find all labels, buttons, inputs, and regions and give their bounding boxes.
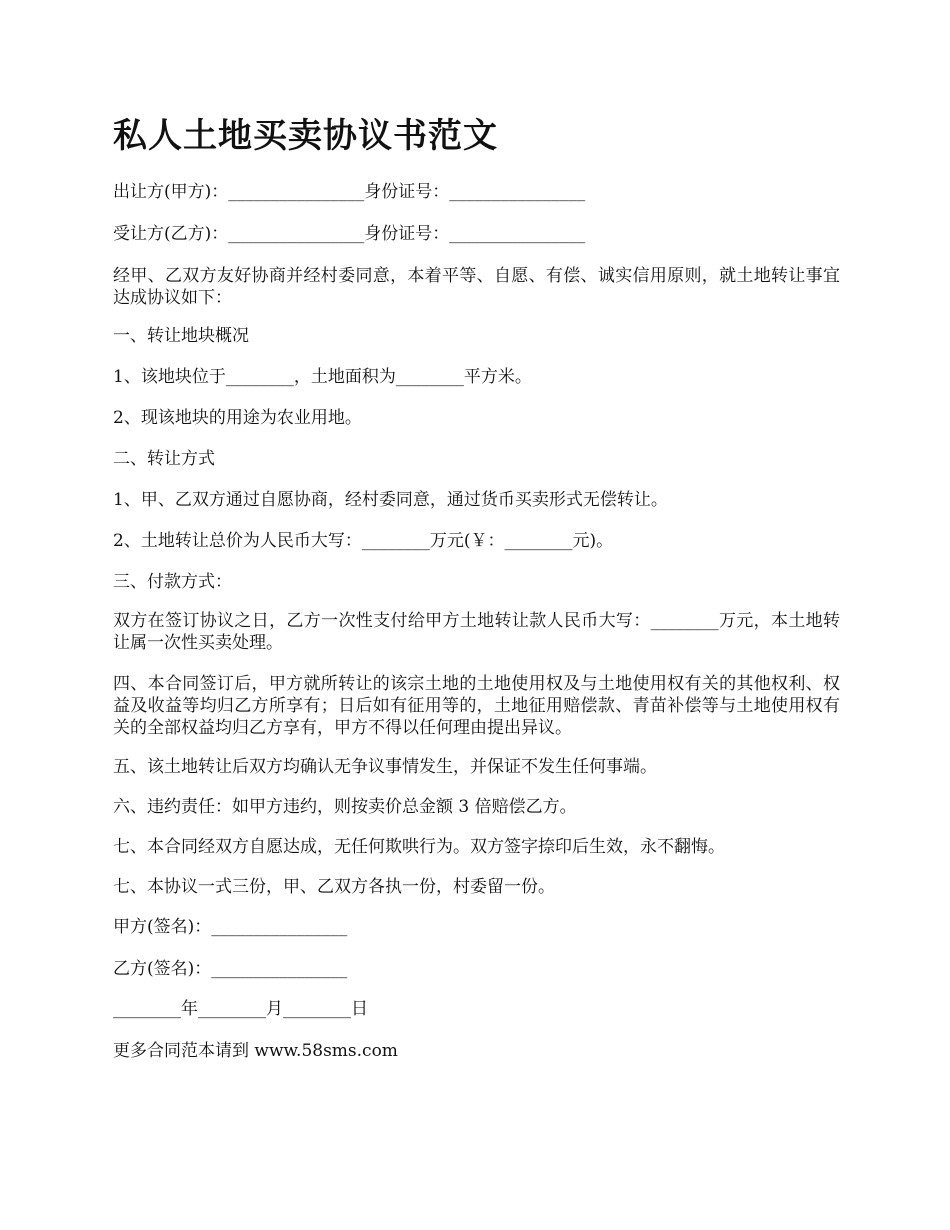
party-b-line: 受让方(乙方)：________________身份证号：________________ (113, 224, 586, 244)
intro-paragraph: 经甲、乙双方友好协商并经村委同意，本着平等、自愿、有偿、诚实信用原则，就土地转让事宜达成协议如下： (113, 266, 840, 308)
signing-date: ________年________月________日 (113, 999, 368, 1019)
clause-2-2: 2、土地转让总价为人民币大写：________万元(￥：________元)。 (113, 531, 614, 551)
clause-1-2: 2、现该地块的用途为农业用地。 (113, 408, 362, 428)
footer-link-text: 更多合同范本请到 www.58sms.com (113, 1041, 398, 1061)
section-7b-paragraph: 七、本协议一式三份，甲、乙双方各执一份，村委留一份。 (113, 877, 555, 897)
party-a-signature: 甲方(签名)：________________ (113, 917, 348, 937)
section-heading-1: 一、转让地块概况 (113, 326, 249, 346)
party-b-signature: 乙方(签名)：________________ (113, 959, 348, 979)
section-heading-2: 二、转让方式 (113, 449, 215, 469)
section-7-paragraph: 七、本合同经双方自愿达成，无任何欺哄行为。双方签字捺印后生效，永不翻悔。 (113, 837, 725, 857)
document-title: 私人土地买卖协议书范文 (113, 116, 498, 156)
clause-2-1: 1、甲、乙双方通过自愿协商，经村委同意，通过货币买卖形式无偿转让。 (113, 490, 668, 510)
payment-paragraph: 双方在签订协议之日，乙方一次性支付给甲方土地转让款人民币大写：________万元，本土地转让属一次性买卖处理。 (113, 611, 840, 653)
clause-1-1: 1、该地块位于________，土地面积为________平方米。 (113, 367, 532, 387)
section-5-paragraph: 五、该土地转让后双方均确认无争议事情发生，并保证不发生任何事端。 (113, 757, 657, 777)
section-6-paragraph: 六、违约责任：如甲方违约，则按卖价总金额 3 倍赔偿乙方。 (113, 797, 577, 817)
party-a-line: 出让方(甲方)：________________身份证号：________________ (113, 182, 586, 202)
section-4-paragraph: 四、本合同签订后，甲方就所转让的该宗土地的土地使用权及与土地使用权有关的其他权利、权益及收益等均归乙方所享有；日后如有征用等的，土地征用赔偿款、青苗补偿等与土地使用权有关的全部权益均归乙方享有，甲方不得以任何理由提出异议。 (113, 674, 840, 738)
section-heading-3: 三、付款方式： (113, 572, 232, 592)
